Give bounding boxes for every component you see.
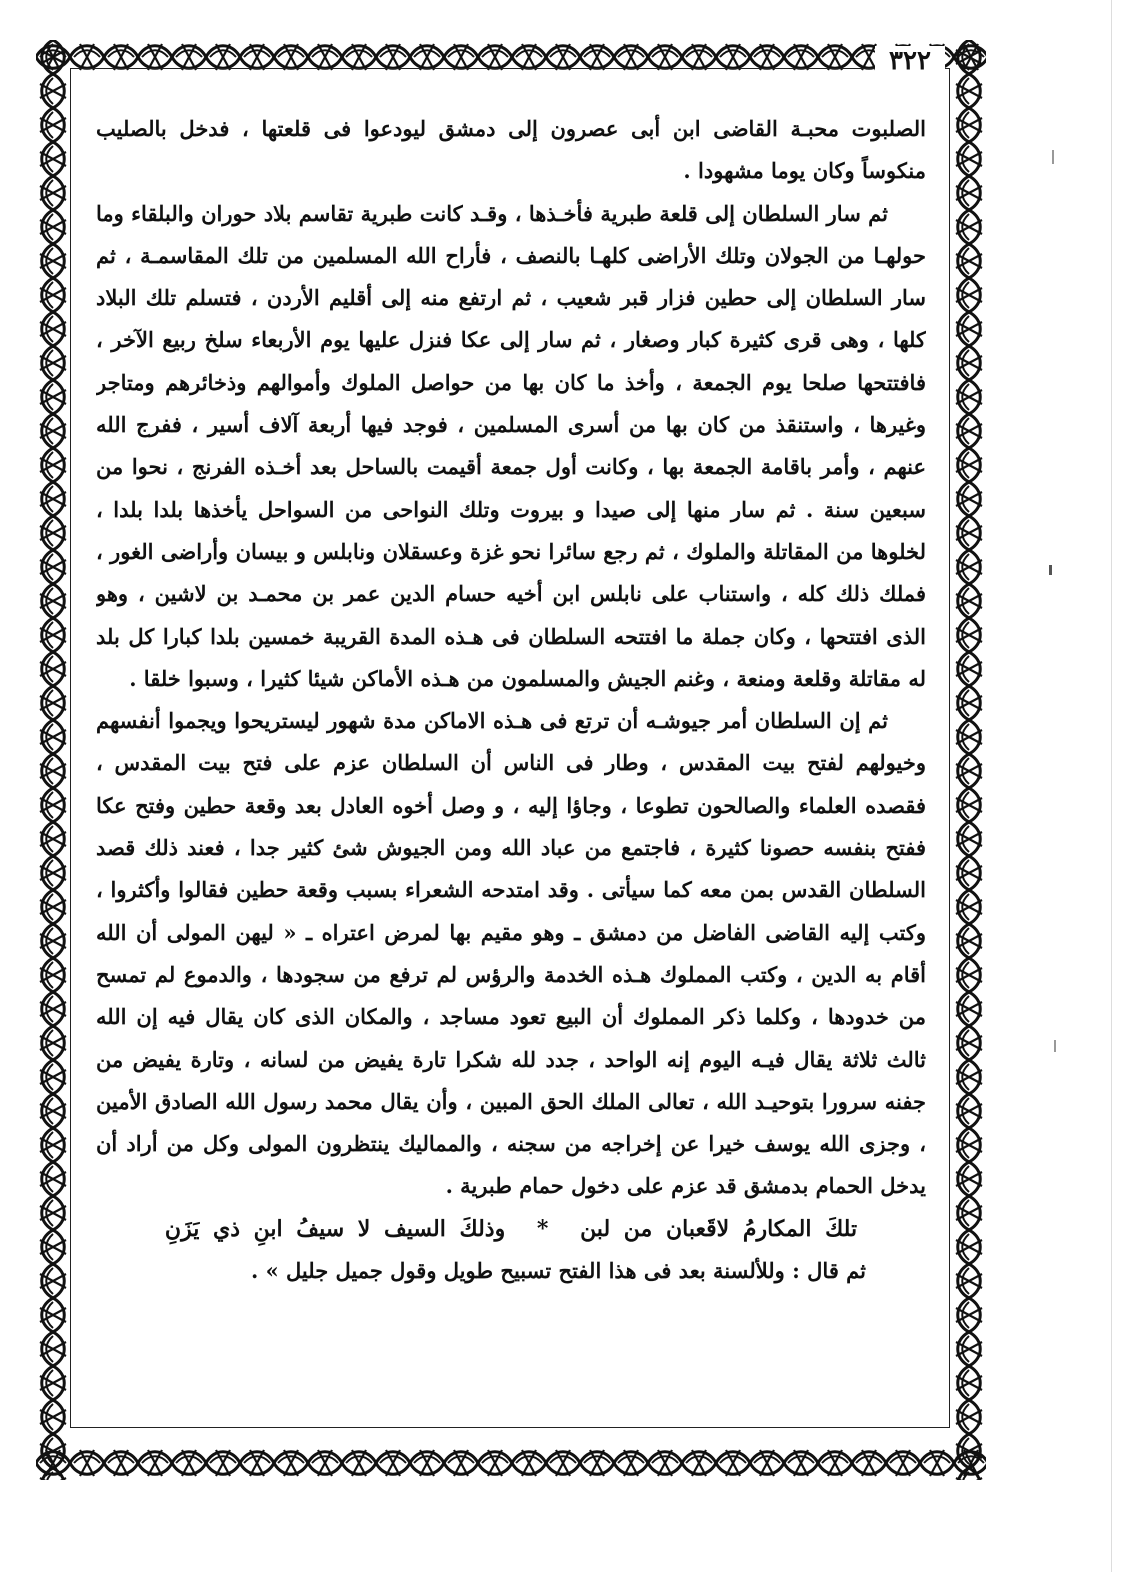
paragraph-2: ثم سار السلطان إلى قلعة طبرية فأخـذها ، وقـد كانت طبرية تقاسم بلاد حوران والبلقاء وما حولهـا من الجولان وتلك الأراضى كلهـا بالنصف ، فأراح الله المسلمين من تلك المقاسمـة ، ثم سار السلطان إلى حطين فزار قبر شعيب ، ثم ارتفع منه إلى أقليم الأردن ، فتسلم تلك البلاد كلها ، وهى قرى كثيرة كبار وصغار ، ثم سار إلى عكا فنزل عليها يوم الأربعاء سلخ ربيع الآخر ، فافتتحها صلحا يوم الجمعة ، وأخذ ما كان بها من حواصل الملوك وأموالهم وذخائرهم ومتاجر وغيرها ، واستنقذ من كان بها من أسرى المسلمين ، فوجد فيها أربعة آلاف أسير ، ففرج الله عنهم ، وأمر باقامة الجمعة بها ، وكانت أول جمعة أقيمت بالساحل بعد أخـذه الفرنج ، نحوا من سبعين سنة . ثم سار منها إلى صيدا و بيروت وتلك النواحى من السواحل يأخذها بلدا بلدا ، لخلوها من المقاتلة والملوك ، ثم رجع سائرا نحو غزة وعسقلان ونابلس و بيسان وأراضى الغور ، فملك ذلك كله ، واستناب على نابلس ابن أخيه حسام الدين عمر بن محمـد بن لاشين ، وهو الذى افتتحها ، وكان جملة ما افتتحه السلطان فى هـذه المدة القريبة خمسين بلدا كبارا كل بلد له مقاتلة وقلعة ومنعة ، وغنم الجيش والمسلمون من هـذه الأماكن شيئا كثيرا ، وسبوا خلقا . <box>96 200 926 691</box>
page-number: ٣٢٢ <box>875 46 945 76</box>
scan-speck <box>1052 150 1054 164</box>
verse-first-hemistich: تلكَ المكارمُ لاقَعبان من لبن <box>580 1215 858 1242</box>
scan-speck <box>1049 565 1052 575</box>
verse-second-hemistich: وذلكَ السيف لا سيفُ ابنِ ذي يَزَنِ <box>164 1215 506 1242</box>
chain-border-right <box>952 40 986 1480</box>
paragraph-1: الصلبوت محبـة القاضى ابن أبى عصرون إلى دمشق ليودعوا فى قلعتها ، فدخل بالصليب منكوساً وكان يوما مشهودا . <box>96 116 926 184</box>
scan-edge-line <box>1111 0 1112 1572</box>
main-text <box>96 108 926 1418</box>
verse-separator: * <box>536 1215 549 1242</box>
poem-verse <box>96 1208 926 1250</box>
scan-speck <box>1054 1040 1056 1052</box>
scan-edge-marks <box>1002 0 1122 1572</box>
chain-border-left <box>36 40 70 1480</box>
closing-line: ثم قال : وللألسنة بعد فى هذا الفتح تسبيح طويل وقول جميل جليل » . <box>250 1258 866 1284</box>
paragraph-3: ثم إن السلطان أمر جيوشـه أن ترتع فى هـذه الاماكن مدة شهور ليستريحوا ويجموا أنفسهم وخيولهم لفتح بيت المقدس ، وطار فى الناس أن السلطان عزم على فتح بيت المقدس ، فقصده العلماء والصالحون تطوعا ، وجاؤا إليه ، و وصل أخوه العادل بعد وقعة حطين وفتح عكا ففتح بنفسه حصونا كثيرة ، فاجتمع من عباد الله ومن الجيوش شئ كثير جدا ، فعند ذلك قصد السلطان القدس بمن معه كما سيأتى . وقد امتدحه الشعراء بسبب وقعة حطين فقالوا وأكثروا ، وكتب إليه القاضى الفاضل من دمشق ـ وهو مقيم بها لمرض اعتراه ـ « ليهن المولى أن الله أقام به الدين ، وكتب المملوك هـذه الخدمة والرؤس لم ترفع من سجودها ، والدموع لم تمسح من خدودها ، وكلما ذكر المملوك أن البيع تعود مساجد ، والمكان الذى كان يقال فيه إن الله ثالث ثلاثة يقال فيـه اليوم إنه الواحد ، جدد لله شكرا تارة يفيض من لسانه ، وتارة يفيض من جفنه سرورا بتوحيـد الله ، تعالى الملك الحق المبين ، وأن يقال محمد رسول الله الصادق الأمين ، وجزى الله يوسف خيرا عن إخراجه من سجنه ، والمماليك ينتظرون المولى وكل من أراد أن يدخل الحمام بدمشق قد عزم على دخول حمام طبرية . <box>96 708 926 1199</box>
chain-border-bottom <box>36 1446 986 1480</box>
